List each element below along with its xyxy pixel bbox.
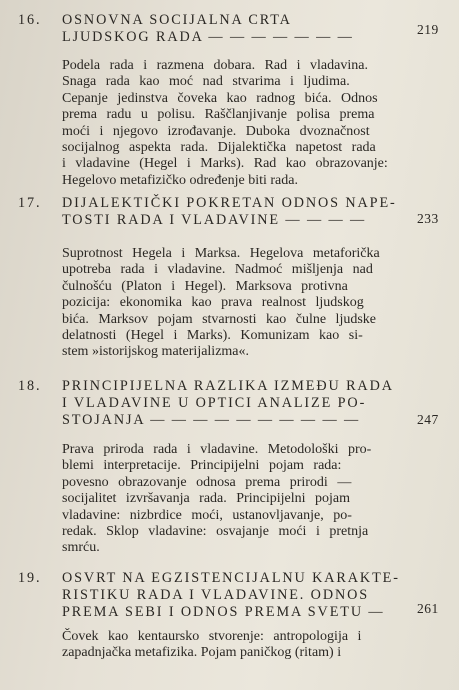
chapter-number: 18.	[18, 378, 42, 394]
chapter-heading	[18, 378, 439, 429]
page-number: 219	[417, 22, 439, 37]
summary-line: Podela rada i razmena dobara. Rad i vladavina.	[62, 58, 368, 73]
chapter-summary	[62, 58, 407, 189]
summary-line: čulnošću (Platon i Hegel). Marksova protivna	[62, 278, 348, 294]
toc-entry-19	[18, 570, 439, 662]
toc-entry-18	[18, 378, 439, 557]
chapter-summary	[62, 442, 407, 557]
summary-line: redak. Sklop vladavine: osvajanje moći i pretnja	[62, 524, 369, 540]
toc-entry-17	[18, 195, 439, 361]
summary-line: Čovek kao kentaursko stvorenje: antropologija i	[62, 629, 362, 644]
summary-line: zapadnjačka metafizika. Pojam paničkog (ritam) i	[62, 645, 342, 661]
summary-line: moći i njegovo izrođavanje. Duboka dvoznačnost	[62, 123, 370, 139]
summary-line: upotreba rada i vladavine. Nadmoć mišljenja nad	[62, 262, 373, 278]
chapter-number: 16.	[18, 12, 42, 28]
summary-line: socijalnog aspekta rada. Dijalektička napetost rada	[62, 140, 376, 156]
chapter-title-line: DIJALEKTIČKI POKRETAN ODNOS NAPE-	[62, 195, 397, 211]
chapter-title-line: OSNOVNA SOCIJALNA CRTA	[62, 12, 292, 28]
chapter-number: 17.	[18, 195, 42, 211]
summary-line: bića. Marksov pojam stvarnosti kao čulne ljudske	[62, 311, 376, 327]
chapter-title-line: OSVRT NA EGZISTENCIJALNU KARAKTE-	[62, 570, 400, 586]
summary-line: Prava priroda rada i vladavine. Metodološki pro-	[62, 442, 372, 457]
chapter-number: 19.	[18, 570, 42, 586]
chapter-title-line: LJUDSKOG RADA — — — — — — —	[62, 29, 354, 45]
chapter-title-line: I VLADAVINE U OPTICI ANALIZE PO-	[62, 395, 367, 411]
summary-line: Snaga rada kao moć nad stvarima i ljudima.	[62, 74, 350, 90]
page-number: 247	[417, 412, 439, 427]
chapter-title-line: PRINCIPIJELNA RAZLIKA IZMEĐU RADA	[62, 378, 394, 394]
summary-line: povesno obrazovanje odnosa prema prirodi —	[62, 474, 352, 490]
summary-line: i vladavine (Hegel i Marks). Rad kao obrazovanje:	[62, 156, 388, 172]
toc-entry-16	[18, 12, 439, 189]
chapter-heading	[18, 195, 439, 229]
page-number: 261	[417, 601, 439, 616]
summary-line: stem »istorijskog materijalizma«.	[62, 344, 250, 360]
summary-line: Cepanje jedinstva čoveka kao radnog bića. Odnos	[62, 90, 378, 106]
chapter-title-line: RISTIKU RADA I VLADAVINE. ODNOS	[62, 587, 370, 603]
summary-line: blemi interpretacije. Principijelni pojam rada:	[62, 458, 342, 474]
chapter-title-line: TOSTI RADA I VLADAVINE — — — —	[62, 212, 367, 228]
summary-line: socijalitet izvršavanja rada. Principijelni pojam	[62, 491, 350, 507]
chapter-heading	[18, 12, 439, 46]
chapter-summary	[62, 629, 407, 662]
chapter-title-line: STOJANJA — — — — — — — — — —	[62, 412, 361, 428]
summary-line: vladavine: nizbrdice moći, ustanovljavanje, po-	[62, 507, 352, 523]
summary-line: pozicija: ekonomika kao prava realnost ljudskog	[62, 295, 364, 311]
chapter-title-line: PREMA SEBI I ODNOS PREMA SVETU —	[62, 604, 385, 620]
chapter-heading	[18, 570, 439, 621]
summary-line: delatnosti (Hegel i Marks). Komunizam kao si-	[62, 328, 363, 344]
page-number: 233	[417, 211, 439, 226]
summary-line: smrću.	[62, 540, 100, 556]
summary-line: prema radu u polisu. Raščlanjivanje polisa prema	[62, 107, 375, 123]
summary-line: Hegelovo metafizičko određenje biti rada.	[62, 172, 298, 188]
summary-line: Suprotnost Hegela i Marksa. Hegelova metaforička	[62, 246, 380, 261]
chapter-summary	[62, 246, 407, 361]
